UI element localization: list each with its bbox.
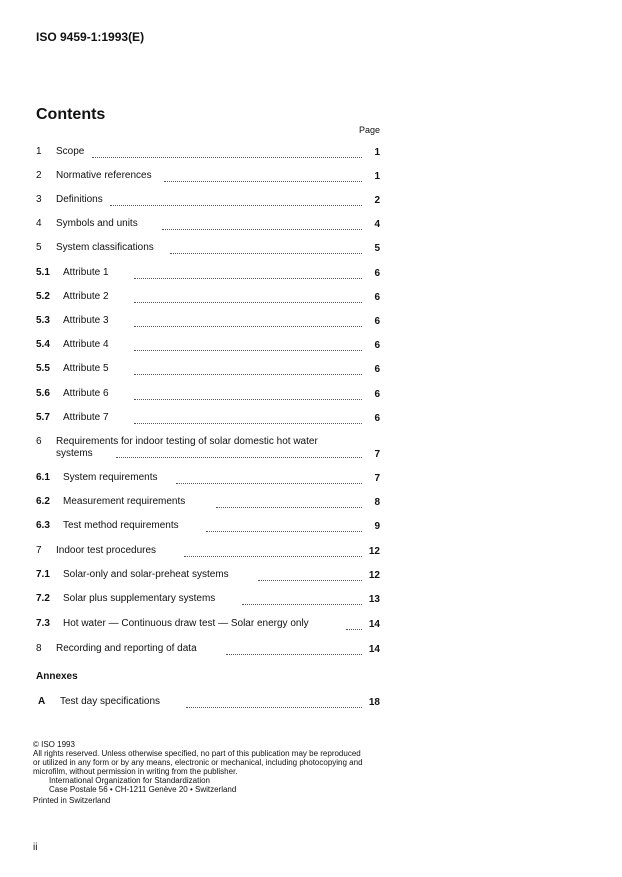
toc-entry bbox=[36, 436, 380, 462]
toc-page: 5 bbox=[374, 243, 380, 254]
toc-number: 6 bbox=[36, 436, 42, 447]
rights-line: All rights reserved. Unless otherwise specified, no part of this publication may be reproduced bbox=[33, 749, 361, 758]
toc-number: 5.1 bbox=[36, 267, 50, 278]
toc-page: 6 bbox=[374, 389, 380, 400]
toc-entry bbox=[36, 194, 380, 208]
document-header: ISO 9459-1:1993(E) bbox=[36, 30, 145, 44]
toc-page: 12 bbox=[368, 570, 380, 581]
toc-page: 7 bbox=[374, 449, 380, 460]
toc-label: Attribute 4 bbox=[63, 339, 113, 350]
toc-label: Symbols and units bbox=[56, 218, 142, 229]
toc-label: System requirements bbox=[63, 472, 161, 483]
toc-entry bbox=[36, 412, 380, 426]
toc-entry bbox=[36, 545, 380, 559]
toc-label: Indoor test procedures bbox=[56, 545, 160, 556]
toc-label: Attribute 6 bbox=[63, 388, 113, 399]
toc-label-line1: Requirements for indoor testing of solar domestic hot water bbox=[56, 436, 318, 447]
toc-page: 9 bbox=[374, 521, 380, 532]
toc-page: 13 bbox=[368, 594, 380, 605]
toc-page: 1 bbox=[374, 147, 380, 158]
toc-entry bbox=[36, 520, 380, 534]
toc-page: 14 bbox=[368, 644, 380, 655]
toc-entry bbox=[36, 315, 380, 329]
toc-entry bbox=[36, 363, 380, 377]
toc-number: 8 bbox=[36, 643, 42, 654]
toc-label: Scope bbox=[56, 146, 88, 157]
toc-entry bbox=[36, 242, 380, 256]
toc-label: Attribute 3 bbox=[63, 315, 113, 326]
toc-page: 6 bbox=[374, 364, 380, 375]
toc-entry bbox=[36, 146, 380, 160]
toc-page: 2 bbox=[374, 195, 380, 206]
toc-number: 5.6 bbox=[36, 388, 50, 399]
toc-label: Recording and reporting of data bbox=[56, 643, 201, 654]
toc-number: 5.3 bbox=[36, 315, 50, 326]
toc-number: 7.2 bbox=[36, 593, 50, 604]
toc-entry bbox=[36, 267, 380, 281]
toc-number: 5.5 bbox=[36, 363, 50, 374]
toc-label: Attribute 1 bbox=[63, 267, 113, 278]
toc-label: Solar-only and solar-preheat systems bbox=[63, 569, 233, 580]
copyright-line: © ISO 1993 bbox=[33, 740, 75, 749]
toc-number: 7 bbox=[36, 545, 42, 556]
toc-page: 6 bbox=[374, 292, 380, 303]
page-number: ii bbox=[33, 842, 38, 853]
toc-entry bbox=[36, 339, 380, 353]
toc-page: 4 bbox=[374, 219, 380, 230]
rights-line: microfilm, without permission in writing from the publisher. bbox=[33, 767, 238, 776]
toc-entry bbox=[36, 388, 380, 402]
toc-entry bbox=[36, 593, 380, 607]
toc-label: Definitions bbox=[56, 194, 107, 205]
toc-label: Normative references bbox=[56, 170, 156, 181]
toc-page: 12 bbox=[368, 546, 380, 557]
annex-label: Test day specifications bbox=[60, 696, 164, 707]
printed-in: Printed in Switzerland bbox=[33, 796, 111, 805]
toc-number: 1 bbox=[36, 146, 42, 157]
toc-page: 6 bbox=[374, 316, 380, 327]
toc-label: Test method requirements bbox=[63, 520, 183, 531]
organization-address: Case Postale 56 • CH-1211 Genève 20 • Switzerland bbox=[49, 785, 237, 794]
page-title: Contents bbox=[36, 106, 106, 123]
toc-label: Hot water — Continuous draw test — Solar energy only bbox=[63, 618, 313, 629]
toc-entry bbox=[36, 643, 380, 657]
toc-label-line2: systems bbox=[56, 448, 93, 459]
toc-number: 5.4 bbox=[36, 339, 50, 350]
toc-page: 7 bbox=[374, 473, 380, 484]
toc-page: 6 bbox=[374, 340, 380, 351]
annex-letter: A bbox=[38, 696, 46, 707]
toc-number: 7.1 bbox=[36, 569, 50, 580]
toc-page: 6 bbox=[374, 413, 380, 424]
toc-entry bbox=[36, 170, 380, 184]
toc-page: 14 bbox=[368, 619, 380, 630]
toc-entry bbox=[36, 569, 380, 583]
page-column-label: Page bbox=[358, 125, 380, 135]
toc-number: 7.3 bbox=[36, 618, 50, 629]
annexes-heading: Annexes bbox=[36, 671, 78, 682]
toc-label: Attribute 7 bbox=[63, 412, 113, 423]
rights-line: or utilized in any form or by any means, electronic or mechanical, including photocopying and bbox=[33, 758, 363, 767]
toc-label: Solar plus supplementary systems bbox=[63, 593, 219, 604]
annex-page: 18 bbox=[368, 697, 380, 708]
toc-number: 2 bbox=[36, 170, 42, 181]
toc-number: 5 bbox=[36, 242, 42, 253]
toc-number: 5.2 bbox=[36, 291, 50, 302]
annex-entry bbox=[36, 696, 380, 710]
organization-name: International Organization for Standardization bbox=[49, 776, 210, 785]
toc-number: 3 bbox=[36, 194, 42, 205]
toc-page: 6 bbox=[374, 268, 380, 279]
toc-entry bbox=[36, 291, 380, 305]
toc-number: 5.7 bbox=[36, 412, 50, 423]
toc-label: Attribute 5 bbox=[63, 363, 113, 374]
toc-entry bbox=[36, 218, 380, 232]
toc-page: 1 bbox=[374, 171, 380, 182]
copyright-notice bbox=[33, 740, 383, 805]
toc-number: 6.3 bbox=[36, 520, 50, 531]
toc-page: 8 bbox=[374, 497, 380, 508]
toc-label: Measurement requirements bbox=[63, 496, 189, 507]
toc-number: 6.1 bbox=[36, 472, 50, 483]
toc-entry bbox=[36, 472, 380, 486]
toc-entry bbox=[36, 496, 380, 510]
toc-number: 6.2 bbox=[36, 496, 50, 507]
toc-number: 4 bbox=[36, 218, 42, 229]
toc-entry bbox=[36, 618, 380, 632]
toc-label: Attribute 2 bbox=[63, 291, 113, 302]
toc-label: System classifications bbox=[56, 242, 158, 253]
